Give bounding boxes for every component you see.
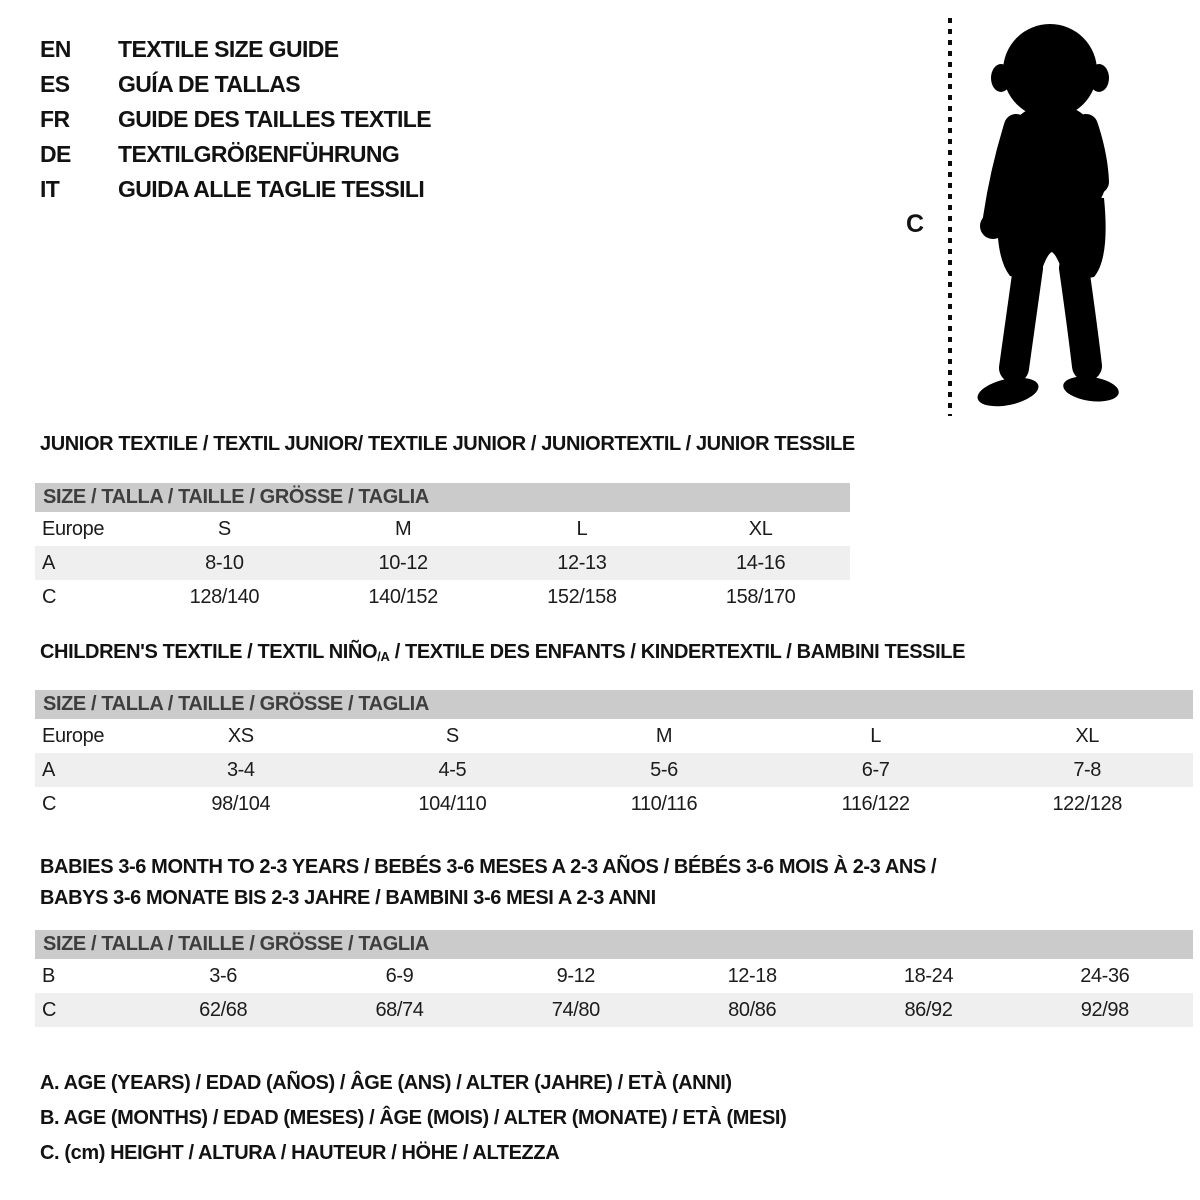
row-label: C [42, 585, 57, 608]
height-cell: 98/104 [211, 792, 271, 815]
language-row-en [40, 32, 431, 67]
age-cell: 3-4 [226, 758, 255, 781]
height-cell: 104/110 [418, 792, 487, 815]
children-title-suffix: / TEXTILE DES ENFANTS / KINDERTEXTIL / BAMBINI TESSILE [389, 641, 966, 663]
row-label: Europe [42, 517, 105, 540]
children-title-prefix: CHILDREN'S TEXTILE / TEXTIL NIÑO [40, 641, 378, 663]
table-row-height-cm [35, 580, 850, 614]
language-code: IT [40, 176, 60, 202]
age-cell: 5-6 [650, 758, 678, 781]
size-header-label: SIZE / TALLA / TAILLE / GRÖSSE / TAGLIA [43, 693, 429, 715]
age-cell: 4-5 [438, 758, 467, 781]
age-cell: 6-9 [385, 964, 414, 987]
language-title: TEXTILGRÖßENFÜHRUNG [118, 141, 400, 167]
junior-size-table [35, 483, 850, 614]
children-section-title [40, 641, 965, 664]
height-cell: 92/98 [1080, 998, 1129, 1021]
height-measure-label: C [906, 210, 925, 238]
row-label: B [42, 964, 55, 987]
children-title-sub: /A [377, 649, 390, 664]
size-cell: XL [1075, 724, 1100, 747]
age-cell: 7-8 [1073, 758, 1102, 781]
junior-section-title: JUNIOR TEXTILE / TEXTIL JUNIOR/ TEXTILE JUNIOR / JUNIORTEXTIL / JUNIOR TESSILE [40, 433, 855, 455]
age-cell: 6-7 [861, 758, 890, 781]
height-cell: 158/170 [725, 585, 796, 608]
table-row-height-cm [35, 993, 1193, 1027]
children-size-table [35, 690, 1193, 821]
language-row-fr [40, 102, 431, 137]
size-header-label: SIZE / TALLA / TAILLE / GRÖSSE / TAGLIA [43, 933, 429, 955]
babies-section-title [40, 852, 936, 914]
language-title: GUIDE DES TAILLES TEXTILE [118, 106, 431, 132]
size-header-bar [35, 930, 1193, 959]
size-cell: L [576, 517, 588, 540]
language-code: EN [40, 36, 71, 62]
row-label: Europe [42, 724, 105, 747]
language-list [40, 32, 431, 207]
height-cell: 62/68 [199, 998, 248, 1021]
age-cell: 9-12 [556, 964, 596, 987]
language-code: DE [40, 141, 71, 167]
row-label: A [42, 551, 55, 574]
table-row-age-years [35, 753, 1193, 787]
height-cell: 116/122 [841, 792, 910, 815]
language-code: ES [40, 71, 70, 97]
height-cell: 122/128 [1052, 792, 1122, 815]
height-cell: 68/74 [375, 998, 424, 1021]
height-cell: 80/86 [728, 998, 777, 1021]
table-row-europe [35, 512, 850, 546]
legend [40, 1066, 786, 1171]
row-label: C [42, 792, 57, 815]
size-cell: L [870, 724, 881, 747]
language-row-it [40, 172, 431, 207]
row-label: A [42, 758, 55, 781]
size-header-bar [35, 690, 1193, 719]
size-cell: XL [748, 517, 773, 540]
legend-age-months: B. AGE (MONTHS) / EDAD (MESES) / ÂGE (MOIS) / ALTER (MONATE) / ETÀ (MESI) [40, 1107, 787, 1129]
size-cell: XS [227, 724, 254, 747]
table-row-europe [35, 719, 1193, 753]
age-cell: 12-13 [557, 551, 607, 574]
legend-age-years: A. AGE (YEARS) / EDAD (AÑOS) / ÂGE (ANS) / ALTER (JAHRE) / ETÀ (ANNI) [40, 1072, 732, 1094]
language-title: TEXTILE SIZE GUIDE [118, 36, 339, 62]
size-header-label: SIZE / TALLA / TAILLE / GRÖSSE / TAGLIA [43, 486, 429, 508]
size-cell: M [394, 517, 412, 540]
size-cell: M [655, 724, 673, 747]
babies-title-line2: BABYS 3-6 MONATE BIS 2-3 JAHRE / BAMBINI 3-6 MESI A 2-3 ANNI [40, 887, 656, 909]
age-cell: 10-12 [378, 551, 428, 574]
age-cell: 18-24 [903, 964, 954, 987]
table-row-height-cm [35, 787, 1193, 821]
height-cell: 140/152 [368, 585, 438, 608]
table-row-age-months [35, 959, 1193, 993]
language-title: GUÍA DE TALLAS [118, 71, 300, 97]
table-row-age-years [35, 546, 850, 580]
language-code: FR [40, 106, 70, 132]
language-row-es [40, 67, 431, 102]
age-cell: 3-6 [209, 964, 238, 987]
height-cell: 128/140 [189, 585, 260, 608]
toddler-silhouette-icon [964, 16, 1136, 418]
size-cell: S [445, 724, 459, 747]
height-cell: 86/92 [904, 998, 953, 1021]
size-cell: S [217, 517, 231, 540]
legend-height-cm: C. (cm) HEIGHT / ALTURA / HAUTEUR / HÖHE / ALTEZZA [40, 1142, 560, 1164]
height-cell: 152/158 [547, 585, 617, 608]
babies-title-line1: BABIES 3-6 MONTH TO 2-3 YEARS / BEBÉS 3-6 MESES A 2-3 AÑOS / BÉBÉS 3-6 MOIS À 2-3 ANS / [40, 856, 937, 878]
height-dashed-line [948, 18, 952, 416]
height-cell: 110/116 [630, 792, 698, 815]
language-row-de [40, 137, 431, 172]
age-cell: 12-18 [727, 964, 777, 987]
row-label: C [42, 998, 57, 1021]
language-title: GUIDA ALLE TAGLIE TESSILI [118, 176, 425, 202]
babies-size-table [35, 930, 1193, 1027]
age-cell: 24-36 [1080, 964, 1130, 987]
height-cell: 74/80 [551, 998, 600, 1021]
age-cell: 8-10 [205, 551, 244, 574]
age-cell: 14-16 [736, 551, 786, 574]
size-header-bar [35, 483, 850, 512]
